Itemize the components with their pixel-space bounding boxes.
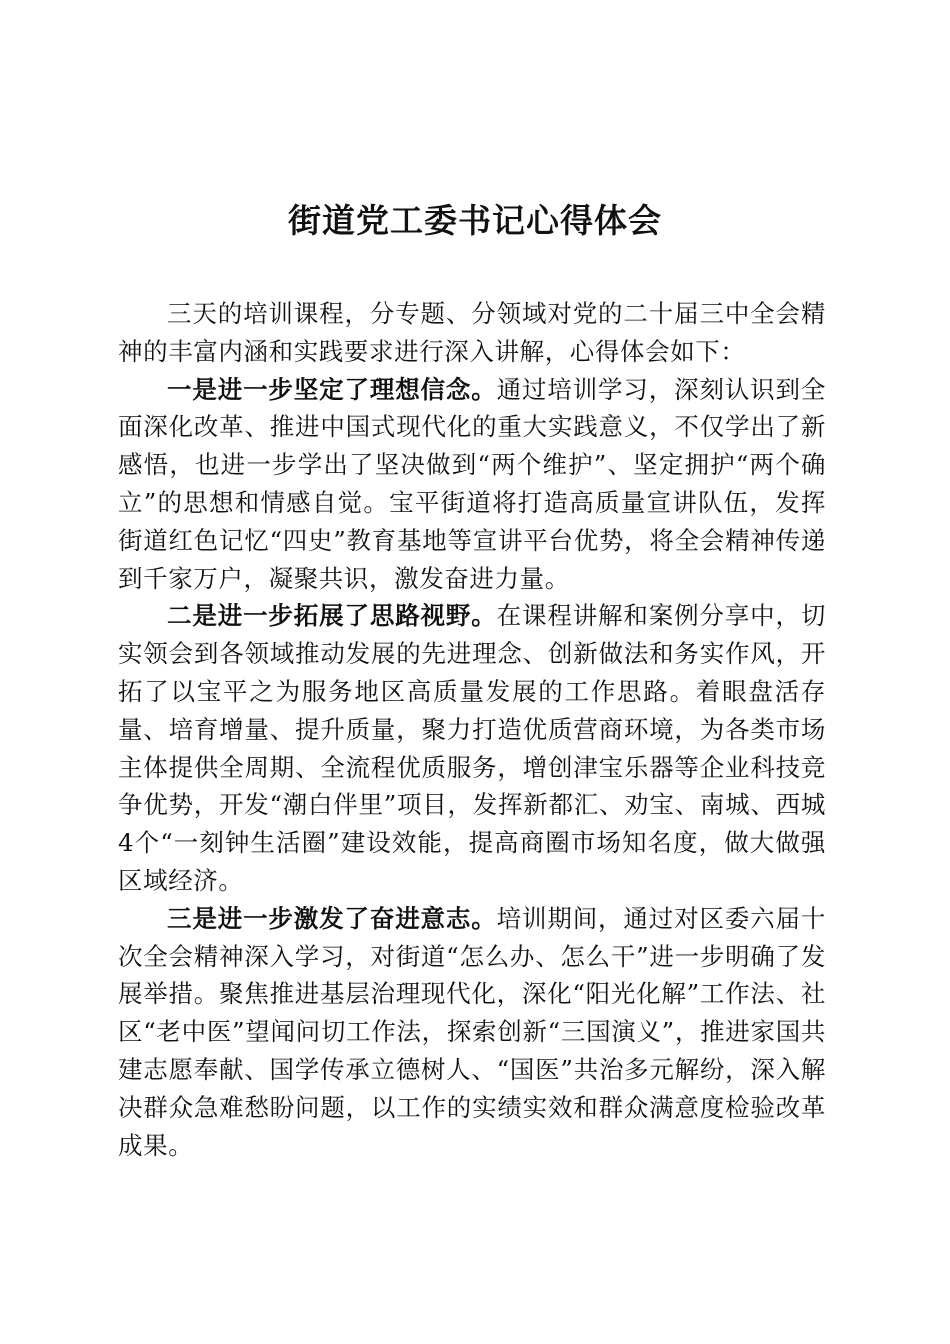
intro-paragraph: 三天的培训课程，分专题、分领域对党的二十届三中全会精神的丰富内涵和实践要求进行深入讲解，心得体会如下： (118, 299, 826, 366)
point-text-1: 通过培训学习，深刻认识到全面深化改革、推进中国式现代化的重大实践意义，不仅学出了新感悟，也进一步学出了坚决做到“两个维护”、坚定拥护“两个确立”的思想和情感自觉。宝平街道将打造高质量宣讲队伍，发挥街道红色记忆“四史”教育基地等宣讲平台优势，将全会精神传递到千家万户，凝聚共识，激发奋进力量。 (118, 374, 826, 593)
point-lead-3: 三是进一步激发了奋进意志。 (167, 903, 497, 933)
document-title: 街道党工委书记心得体会 (288, 201, 662, 240)
document-body (118, 295, 826, 1164)
point-paragraph-1 (118, 371, 826, 598)
point-paragraph-2 (118, 597, 826, 899)
point-paragraph-3 (118, 900, 826, 1165)
point-text-2: 在课程讲解和案例分享中，切实领会到各领域推动发展的先进理念、创新做法和务实作风，开拓了以宝平之为服务地区高质量发展的工作思路。着眼盘活存量、培育增量、提升质量，聚力打造优质营商环境，为各类市场主体提供全周期、全流程优质服务，增创津宝乐器等企业科技竞争优势，开发“潮白伴里”项目，发挥新都汇、劝宝、南城、西城4个“一刻钟生活圈”建设效能，提高商圈市场知名度，做大做强区域经济。 (118, 601, 826, 895)
point-text-3: 培训期间，通过对区委六届十次全会精神深入学习，对街道“怎么办、怎么干”进一步明确了发展举措。聚焦推进基层治理现代化，深化“阳光化解”工作法、社区“老中医”望闻问切工作法，探索创新“三国演义”，推进家国共建志愿奉献、国学传承立德树人、“国医”共治多元解纷，深入解决群众急难愁盼问题，以工作的实绩实效和群众满意度检验改革成果。 (118, 903, 826, 1160)
point-lead-1: 一是进一步坚定了理想信念。 (167, 374, 497, 404)
point-lead-2: 二是进一步拓展了思路视野。 (167, 601, 497, 631)
